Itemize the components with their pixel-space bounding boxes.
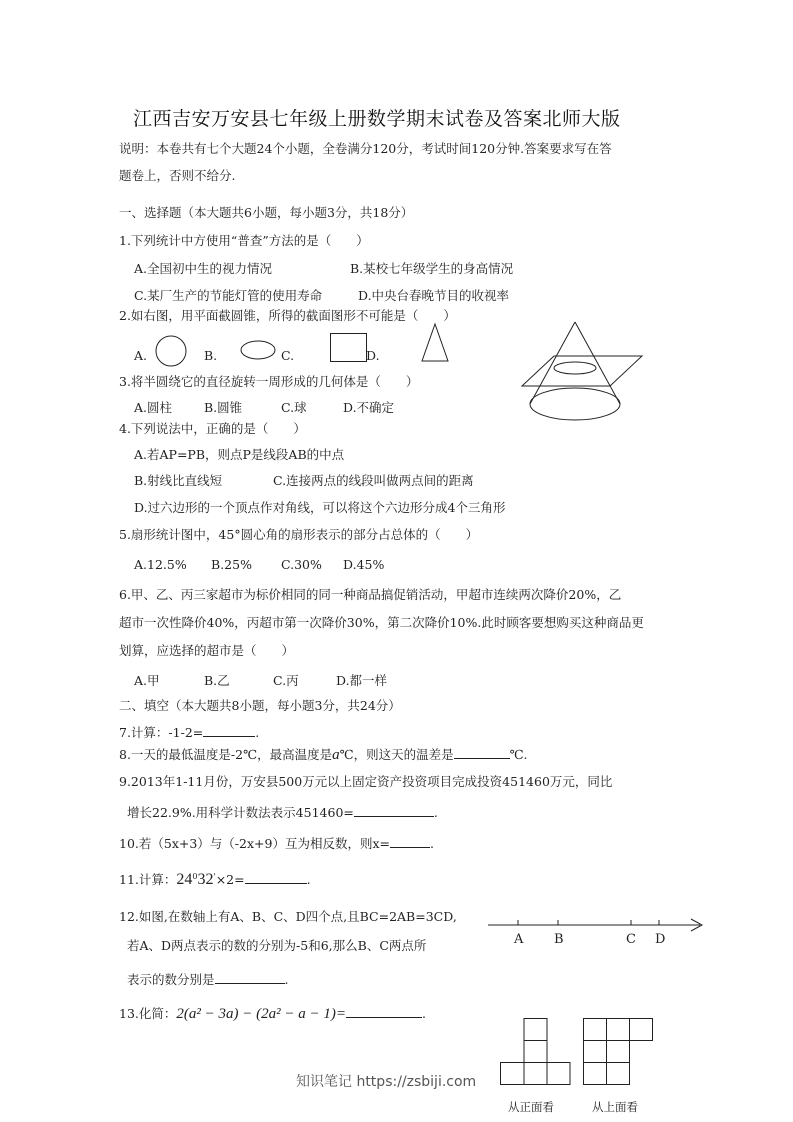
q9-period: .: [433, 805, 438, 820]
q11-text: 11.计算：: [119, 872, 177, 887]
q8-text-post: ℃.: [509, 747, 528, 762]
q10-text: 10.若（5x+3）与（-2x+9）互为相反数，则x=: [119, 836, 390, 851]
intro-line-2: 题卷上，否则不给分.: [119, 168, 236, 183]
q12-line-1: 12.如图,在数轴上有A、B、C、D四个点,且BC=2AB=3CD,: [119, 909, 457, 924]
q1-option-d: D.中央台春晚节目的收视率: [358, 288, 510, 303]
q7-answer-blank[interactable]: [203, 723, 255, 737]
q13-text: 13.化简：: [119, 1006, 177, 1021]
watermark: 知识笔记 https://zsbiji.com: [296, 1074, 477, 1090]
number-line-label-d: D: [655, 932, 666, 947]
q6-option-b: B.乙: [204, 673, 230, 688]
q4-stem: 4.下列说法中，正确的是（ ）: [119, 421, 306, 436]
ellipse-shape: [240, 340, 278, 362]
q12-period: .: [284, 972, 289, 987]
top-view-caption: 从上面看: [592, 1100, 638, 1114]
q11-times: ×2=: [215, 872, 245, 887]
q5-option-a: A.12.5%: [134, 557, 187, 572]
q9-answer-blank[interactable]: [354, 803, 434, 817]
q6-line-2: 超市一次性降价40%，丙超市第一次降价30%，第二次降价10%.此时顾客要想购买这种商品更: [119, 615, 644, 630]
q12-line-3: [127, 970, 289, 988]
q4-option-c: C.连接两点的线段叫做两点间的距离: [273, 473, 474, 488]
q5-stem: 5.扇形统计图中，45°圆心角的扇形表示的部分占总体的（ ）: [119, 527, 479, 542]
q2-option-b: B.: [204, 348, 218, 363]
section2-header: 二、填空（本大题共8小题，每小题3分，共24分）: [119, 698, 401, 713]
q3-option-d: D.不确定: [343, 400, 395, 415]
q6-line-1: 6.甲、乙、丙三家超市为标价相同的同一种商品搞促销活动，甲超市连续两次降价20%，乙: [119, 587, 622, 602]
q13-period: .: [421, 1006, 426, 1021]
q13: [119, 1004, 426, 1023]
q13-expression: 2(a² − 3a) − (2a² − a − 1)=: [176, 1006, 346, 1022]
q9-line-1: 9.2013年1-11月份，万安县500万元以上固定资产投资项目完成投资451460万元，同比: [119, 774, 613, 789]
q1-option-b: B.某校七年级学生的身高情况: [350, 261, 514, 276]
cone-with-plane-figure: [518, 322, 648, 426]
q11-period: .: [306, 872, 311, 887]
front-view-caption: 从正面看: [508, 1100, 554, 1114]
q5-option-d: D.45%: [343, 557, 385, 572]
q13-answer-blank[interactable]: [346, 1004, 422, 1018]
q4-option-d: D.过六边形的一个顶点作对角线，可以将这个六边形分成4个三角形: [134, 500, 506, 515]
q10: [119, 834, 434, 852]
q9-line-2: [127, 803, 438, 821]
q1-stem: 1.下列统计中方使用“普查”方法的是（ ）: [119, 233, 369, 248]
triangle-shape: [420, 322, 452, 364]
q11-minutes: 32: [197, 871, 214, 888]
q1-option-a: A.全国初中生的视力情况: [134, 261, 273, 276]
q6-option-c: C.丙: [273, 673, 299, 688]
q3-stem: 3.将半圆绕它的直径旋转一周形成的几何体是（ ）: [119, 374, 419, 389]
q9-text: 增长22.9%.用科学计数法表示451460=: [127, 805, 354, 820]
q8-answer-blank[interactable]: [454, 745, 510, 759]
q6-option-d: D.都一样: [336, 673, 388, 688]
q11: [119, 870, 311, 889]
q11-degree-symbol: 0: [192, 871, 198, 881]
q7: [119, 723, 259, 741]
q8-variable: a: [332, 747, 340, 763]
intro-line-1: 说明：本卷共有七个大题24个小题，全卷满分120分，考试时间120分钟.答案要求写在答: [119, 141, 612, 156]
number-line-label-c: C: [626, 932, 636, 947]
q8: [119, 745, 528, 764]
number-line-label-a: A: [514, 932, 524, 947]
number-line-label-b: B: [554, 932, 564, 947]
circle-shape: [155, 335, 189, 369]
q8-text: 8.一天的最低温度是-2℃，最高温度是: [119, 747, 333, 762]
section1-header: 一、选择题（本大题共6小题，每小题3分，共18分）: [119, 205, 414, 220]
q2-option-d: D.: [366, 348, 380, 363]
q3-option-a: A.圆柱: [134, 400, 173, 415]
q7-period: .: [255, 725, 260, 740]
q4-option-a: A.若AP=PB，则点P是线段AB的中点: [134, 447, 345, 462]
q6-option-a: A.甲: [134, 673, 160, 688]
q11-minute-symbol: ': [213, 871, 216, 881]
q2-stem: 2.如右图，用平面截圆锥，所得的截面图形不可能是（ ）: [119, 308, 456, 323]
page-title: 江西吉安万安县七年级上册数学期末试卷及答案北师大版: [133, 108, 621, 130]
q5-option-c: C.30%: [281, 557, 322, 572]
top-view-grid: [583, 1018, 655, 1088]
q2-option-c: C.: [281, 348, 295, 363]
q12-text: 表示的数分别是: [127, 972, 215, 987]
q3-option-c: C.球: [281, 400, 307, 415]
q7-text: 7.计算：-1-2=: [119, 725, 204, 740]
q11-degrees: 24: [176, 871, 193, 888]
front-view-grid: [500, 1018, 572, 1088]
q5-option-b: B.25%: [211, 557, 252, 572]
q6-line-3: 划算，应选择的超市是（ ）: [119, 643, 295, 658]
q1-option-c: C.某厂生产的节能灯管的使用寿命: [134, 288, 323, 303]
q4-option-b: B.射线比直线短: [134, 473, 223, 488]
q12-line-2: 若A、D两点表示的数的分别为-5和6,那么B、C两点所: [127, 938, 427, 953]
q10-period: .: [430, 836, 434, 851]
q10-answer-blank[interactable]: [390, 834, 430, 848]
q11-answer-blank[interactable]: [245, 870, 307, 884]
q3-option-b: B.圆锥: [204, 400, 243, 415]
q8-text-mid: ℃，则这天的温差是: [339, 747, 454, 762]
rectangle-shape: [330, 333, 370, 365]
q12-answer-blank[interactable]: [215, 970, 285, 984]
q2-option-a: A.: [134, 348, 148, 363]
